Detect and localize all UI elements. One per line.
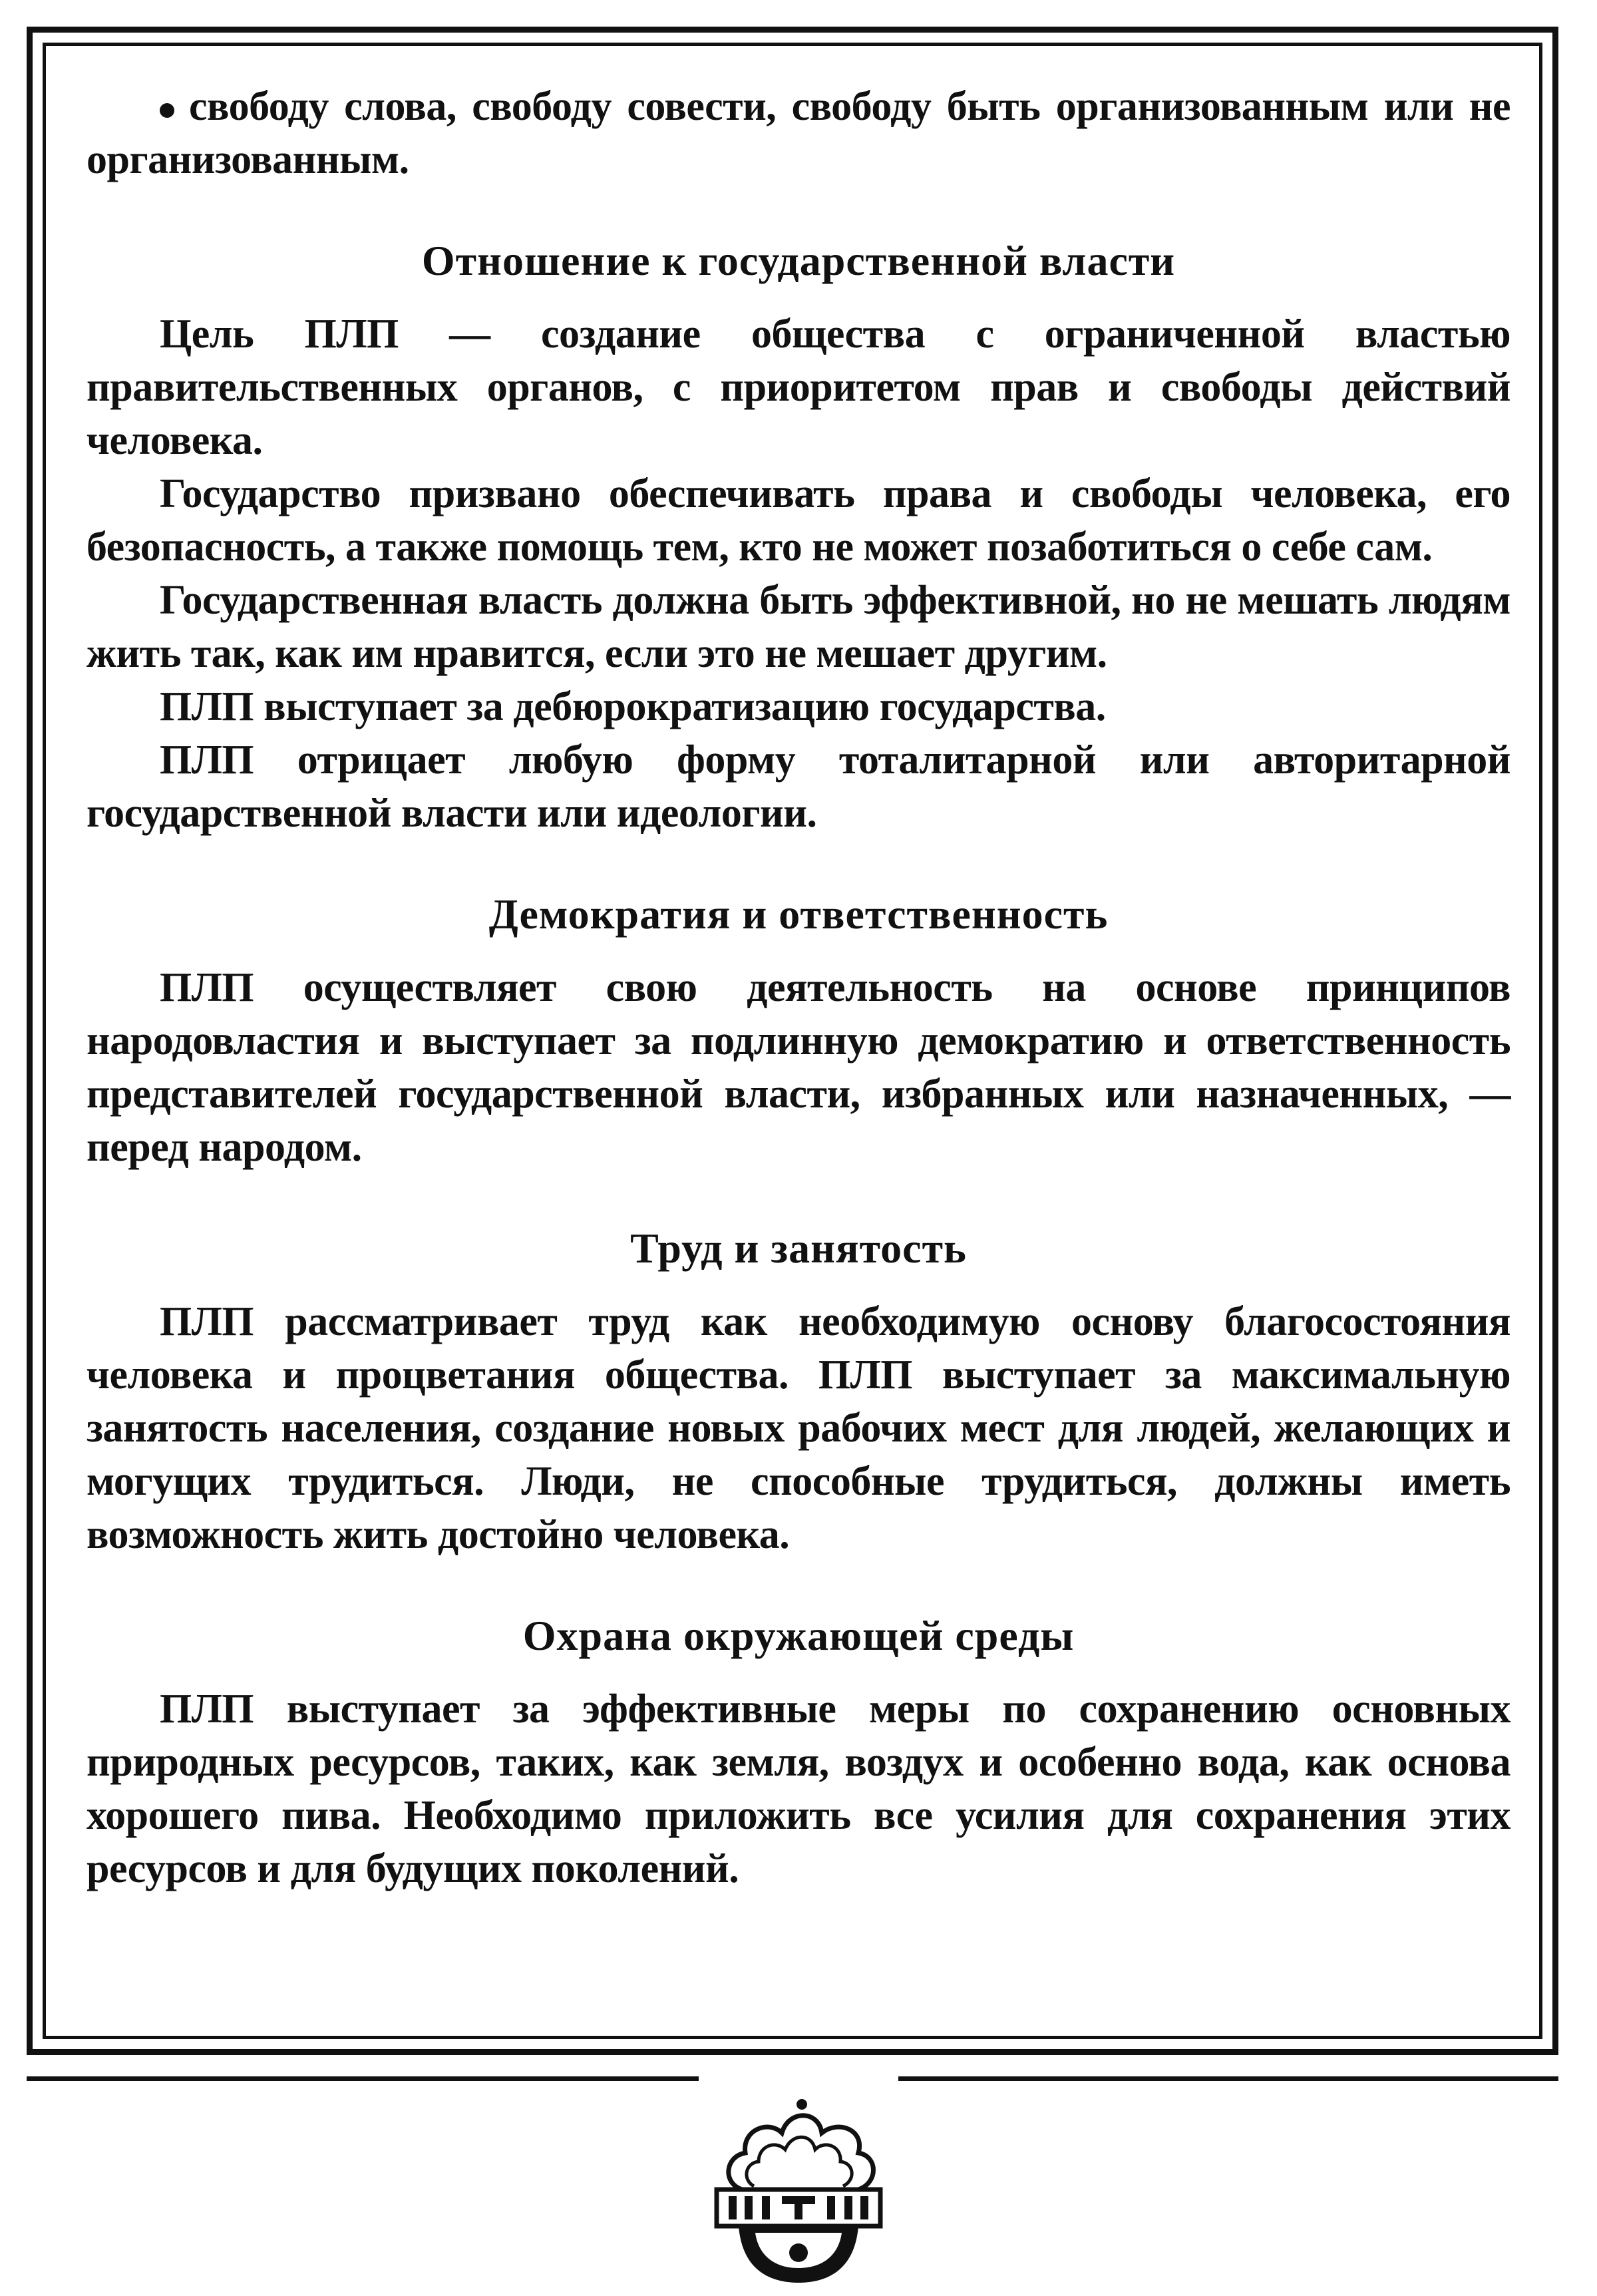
bullet-dot-icon xyxy=(160,103,174,118)
section-heading: Отношение к государственной власти xyxy=(421,237,1176,284)
section-paragraph: ПЛП осуществляет свою деятельность на основе принципов народовластия и выступает за подлинную демократию и ответственность представителей государственной власти, избранных или назначенных, — перед народом. xyxy=(87,965,1510,1170)
section-paragraph: ПЛП рассматривает труд как необходимую основу благосостояния человека и процветания общества. ПЛП выступает за максимальную занятость населения, создание новых рабочих мест для людей, желающих и могущих трудиться. Люди, не способные трудиться, должны иметь возможность жить достойно человека. xyxy=(87,1299,1510,1557)
party-emblem-icon xyxy=(702,2090,895,2289)
document-body xyxy=(87,80,1510,1895)
section-paragraph: ПЛП отрицает любую форму тоталитарной или авторитарной государственной власти или идеологии. xyxy=(87,737,1510,836)
section-paragraph: Цель ПЛП — создание общества с ограниченной властью правительственных органов, с приоритетом прав и свободы действий человека. xyxy=(87,311,1510,463)
section-paragraph: ПЛП выступает за дебюрократизацию государства. xyxy=(160,684,1106,729)
intro-bullet-text: свободу слова, свободу совести, свободу быть организованным или не организованным. xyxy=(87,84,1510,182)
bottom-rule-right xyxy=(898,2076,1558,2081)
section-paragraph: ПЛП выступает за эффективные меры по сохранению основных природных ресурсов, таких, как земля, воздух и особенно вода, как основа хорошего пива. Необходимо приложить все усилия для сохранения этих ресурсов и для будущих поколений. xyxy=(87,1686,1510,1891)
section-heading: Охрана окружающей среды xyxy=(522,1612,1075,1659)
section-paragraph: Государственная власть должна быть эффективной, но не мешать людям жить так, как им нравится, если это не мешает другим. xyxy=(87,578,1510,676)
bottom-rule-left xyxy=(27,2076,699,2081)
section-heading: Труд и занятость xyxy=(630,1225,967,1272)
section-paragraph: Государство призвано обеспечивать права и свободы человека, его безопасность, а также помощь тем, кто не может позаботиться о себе сам. xyxy=(87,471,1510,570)
intro-bullet xyxy=(87,80,1510,186)
section-heading: Демократия и ответственность xyxy=(488,890,1109,938)
emblem-foam-inner xyxy=(747,2137,852,2186)
emblem-top-dot xyxy=(797,2099,807,2110)
